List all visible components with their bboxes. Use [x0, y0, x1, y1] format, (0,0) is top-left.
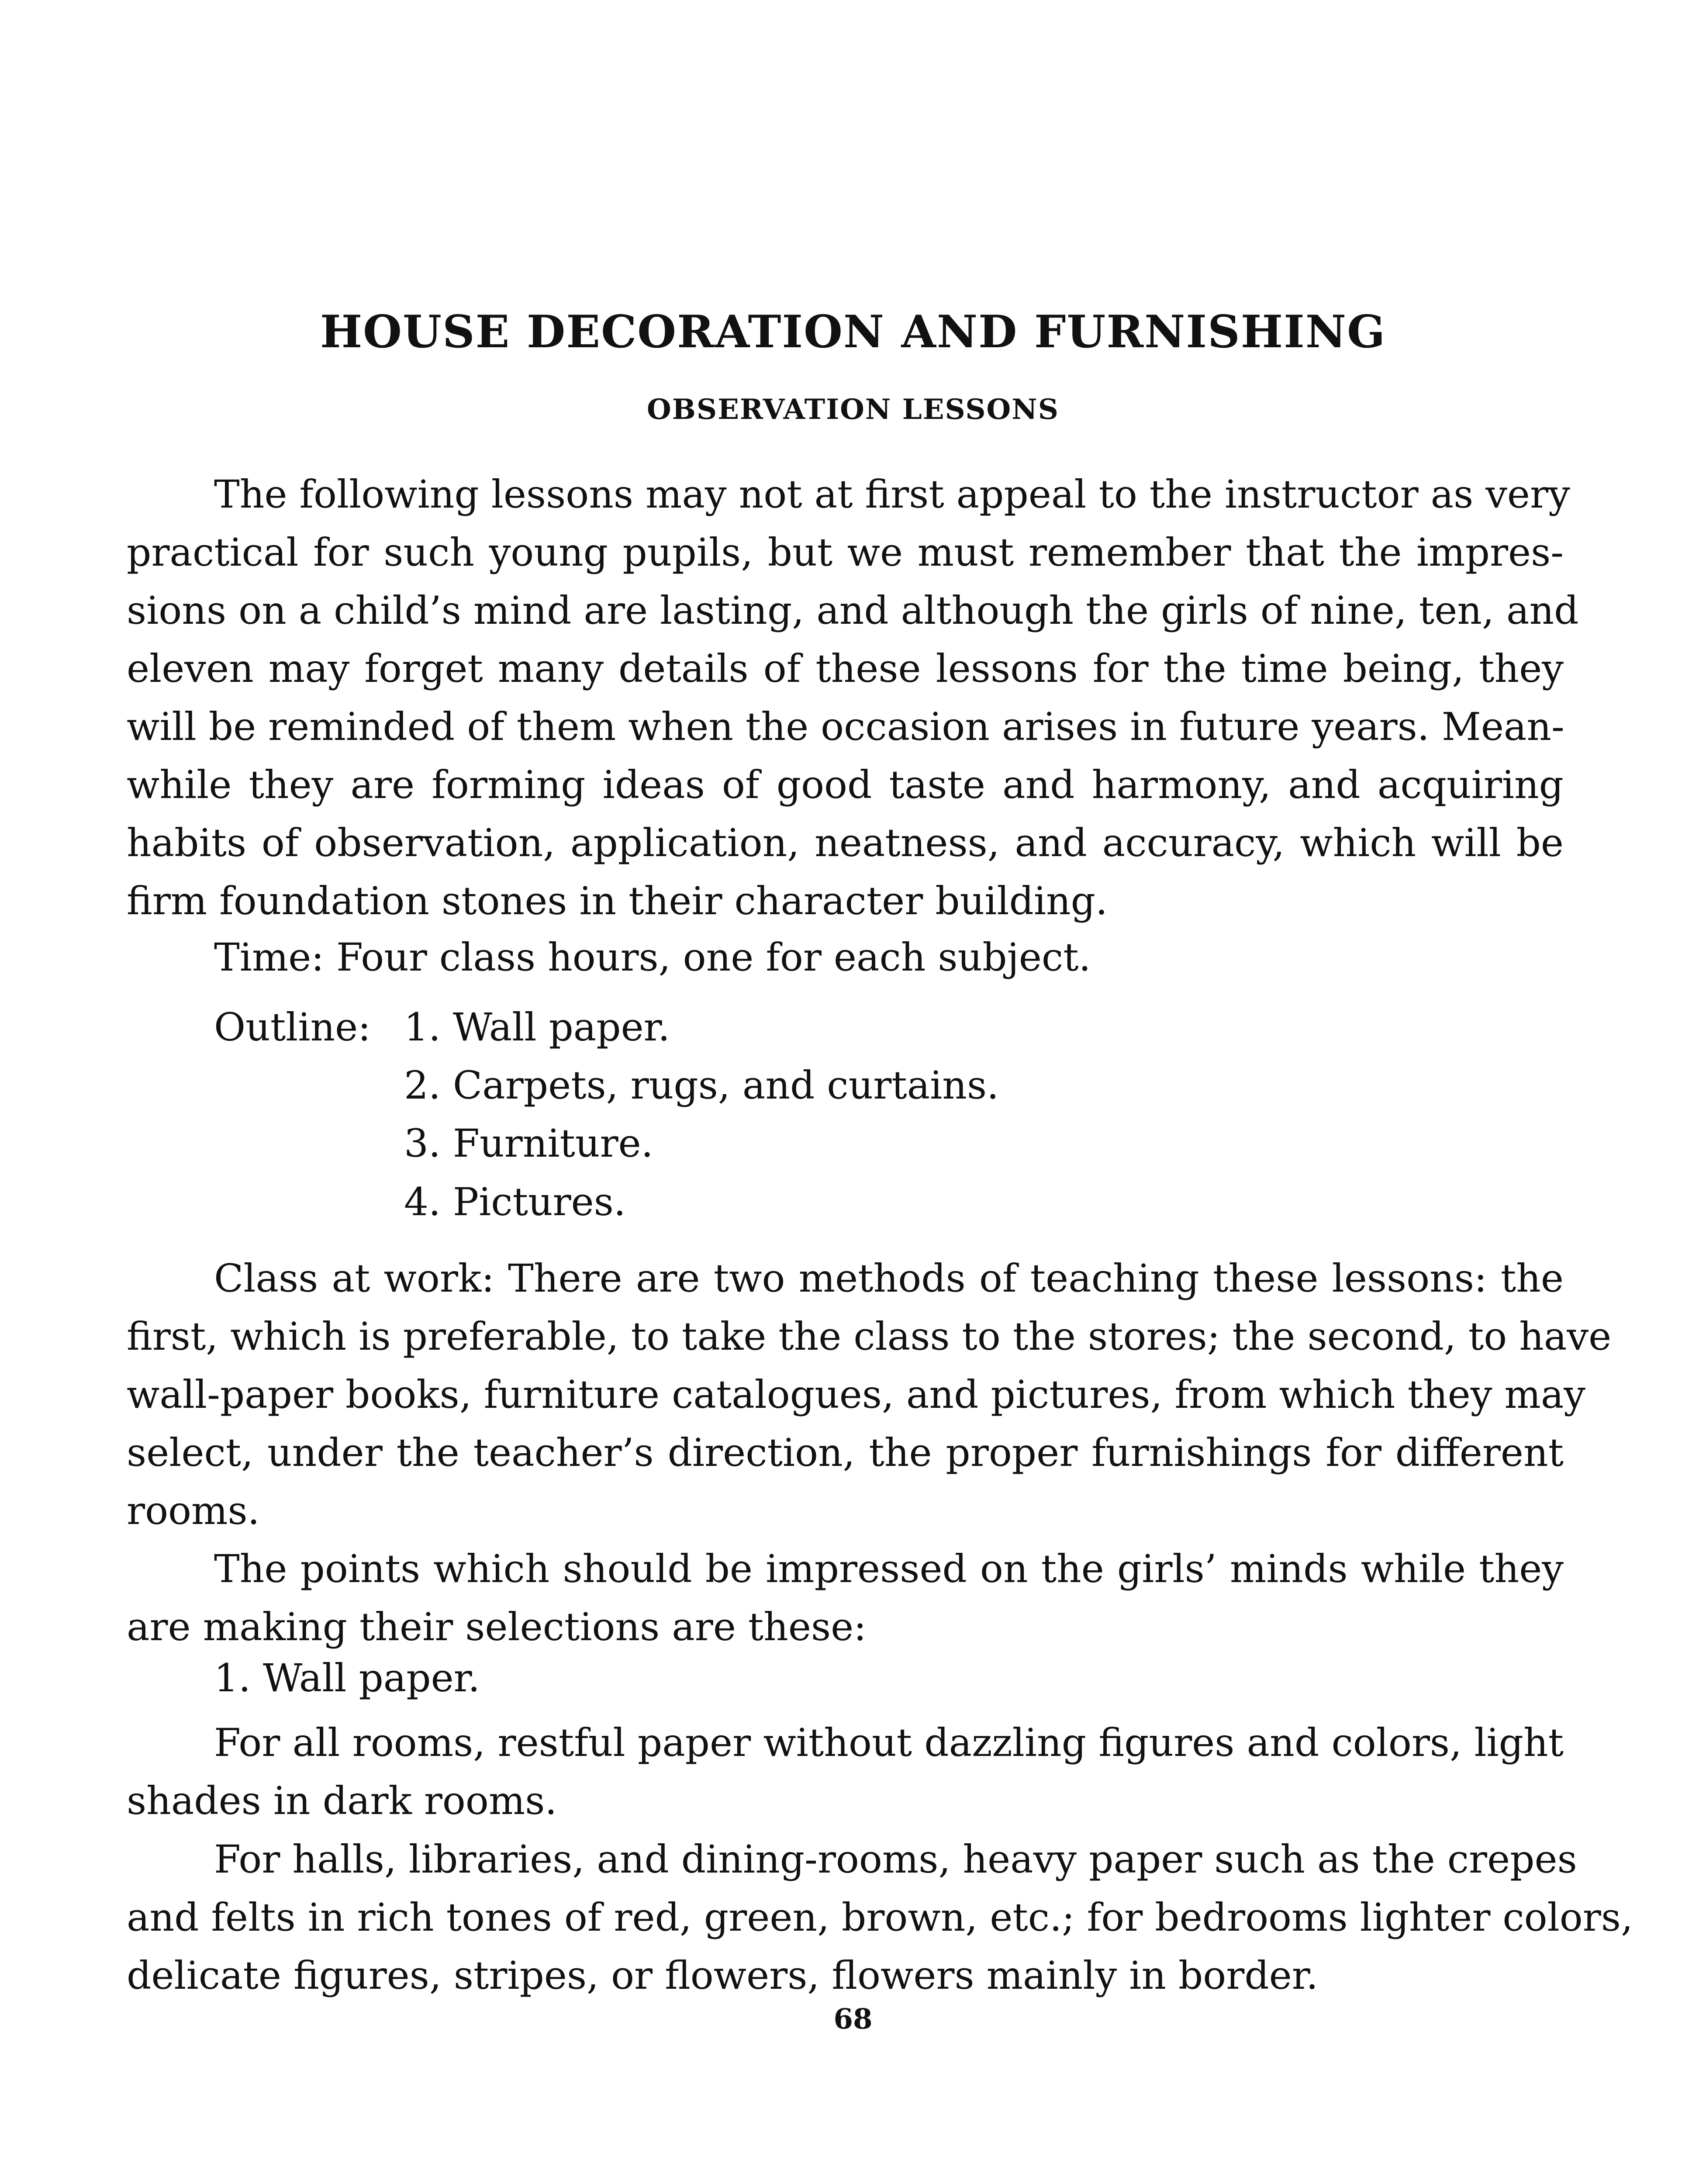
all-rooms-paragraph: [127, 1714, 1564, 1830]
class-at-work-line: wall-paper books, furniture catalogues, and pictures, from which they may: [127, 1372, 1586, 1417]
halls-paragraph: [127, 1830, 1633, 2004]
points-paragraph: [127, 1540, 1564, 1656]
outline-item: 4. Pictures.: [404, 1179, 626, 1224]
intro-line: while they are forming ideas of good taste and harmony, and acquiring: [127, 762, 1564, 807]
intro-line: firm foundation stones in their character building.: [127, 878, 1108, 923]
outline-label: Outline:: [214, 1005, 371, 1050]
outline-item: 1. Wall paper.: [404, 1005, 670, 1050]
class-at-work-paragraph: [127, 1249, 1612, 1540]
page-number: 68: [833, 2003, 873, 2035]
outline-item: 2. Carpets, rugs, and curtains.: [404, 1063, 999, 1108]
intro-line: eleven may forget many details of these lessons for the time being, they: [127, 646, 1564, 691]
intro-paragraph: [127, 465, 1579, 930]
page-subtitle: OBSERVATION LESSONS: [647, 393, 1059, 426]
halls-line: and felts in rich tones of red, green, brown, etc.; for bedrooms lighter colors,: [127, 1895, 1633, 1940]
class-at-work-line: rooms.: [127, 1488, 260, 1533]
halls-line: For halls, libraries, and dining-rooms, heavy paper such as the crepes: [214, 1837, 1577, 1882]
outline-item: 3. Furniture.: [404, 1121, 653, 1166]
points-line: The points which should be impressed on the girls’ minds while they: [214, 1546, 1564, 1591]
points-line: are making their selections are these:: [127, 1604, 867, 1649]
class-at-work-line: first, which is preferable, to take the class to the stores; the second, to have: [127, 1314, 1612, 1359]
intro-line: sions on a child’s mind are lasting, and although the girls of nine, ten, and: [127, 588, 1579, 633]
all-rooms-line: shades in dark rooms.: [127, 1778, 557, 1823]
halls-line: delicate figures, stripes, or flowers, flowers mainly in border.: [127, 1953, 1319, 1998]
page-title: HOUSE DECORATION AND FURNISHING: [320, 306, 1386, 358]
class-at-work-line: Class at work: There are two methods of teaching these lessons: the: [214, 1256, 1564, 1301]
all-rooms-line: For all rooms, restful paper without dazzling figures and colors, light: [214, 1720, 1564, 1765]
intro-line: will be reminded of them when the occasion arises in future years. Mean-: [127, 704, 1564, 749]
intro-line: habits of observation, application, neatness, and accuracy, which will be: [127, 820, 1564, 865]
time-line: Time: Four class hours, one for each subject.: [214, 935, 1091, 980]
intro-line: practical for such young pupils, but we must remember that the impres-: [127, 530, 1564, 575]
intro-line: The following lessons may not at first appeal to the instructor as very: [214, 472, 1570, 517]
wall-paper-heading: 1. Wall paper.: [214, 1655, 480, 1700]
class-at-work-line: select, under the teacher’s direction, the proper furnishings for different: [127, 1430, 1564, 1475]
